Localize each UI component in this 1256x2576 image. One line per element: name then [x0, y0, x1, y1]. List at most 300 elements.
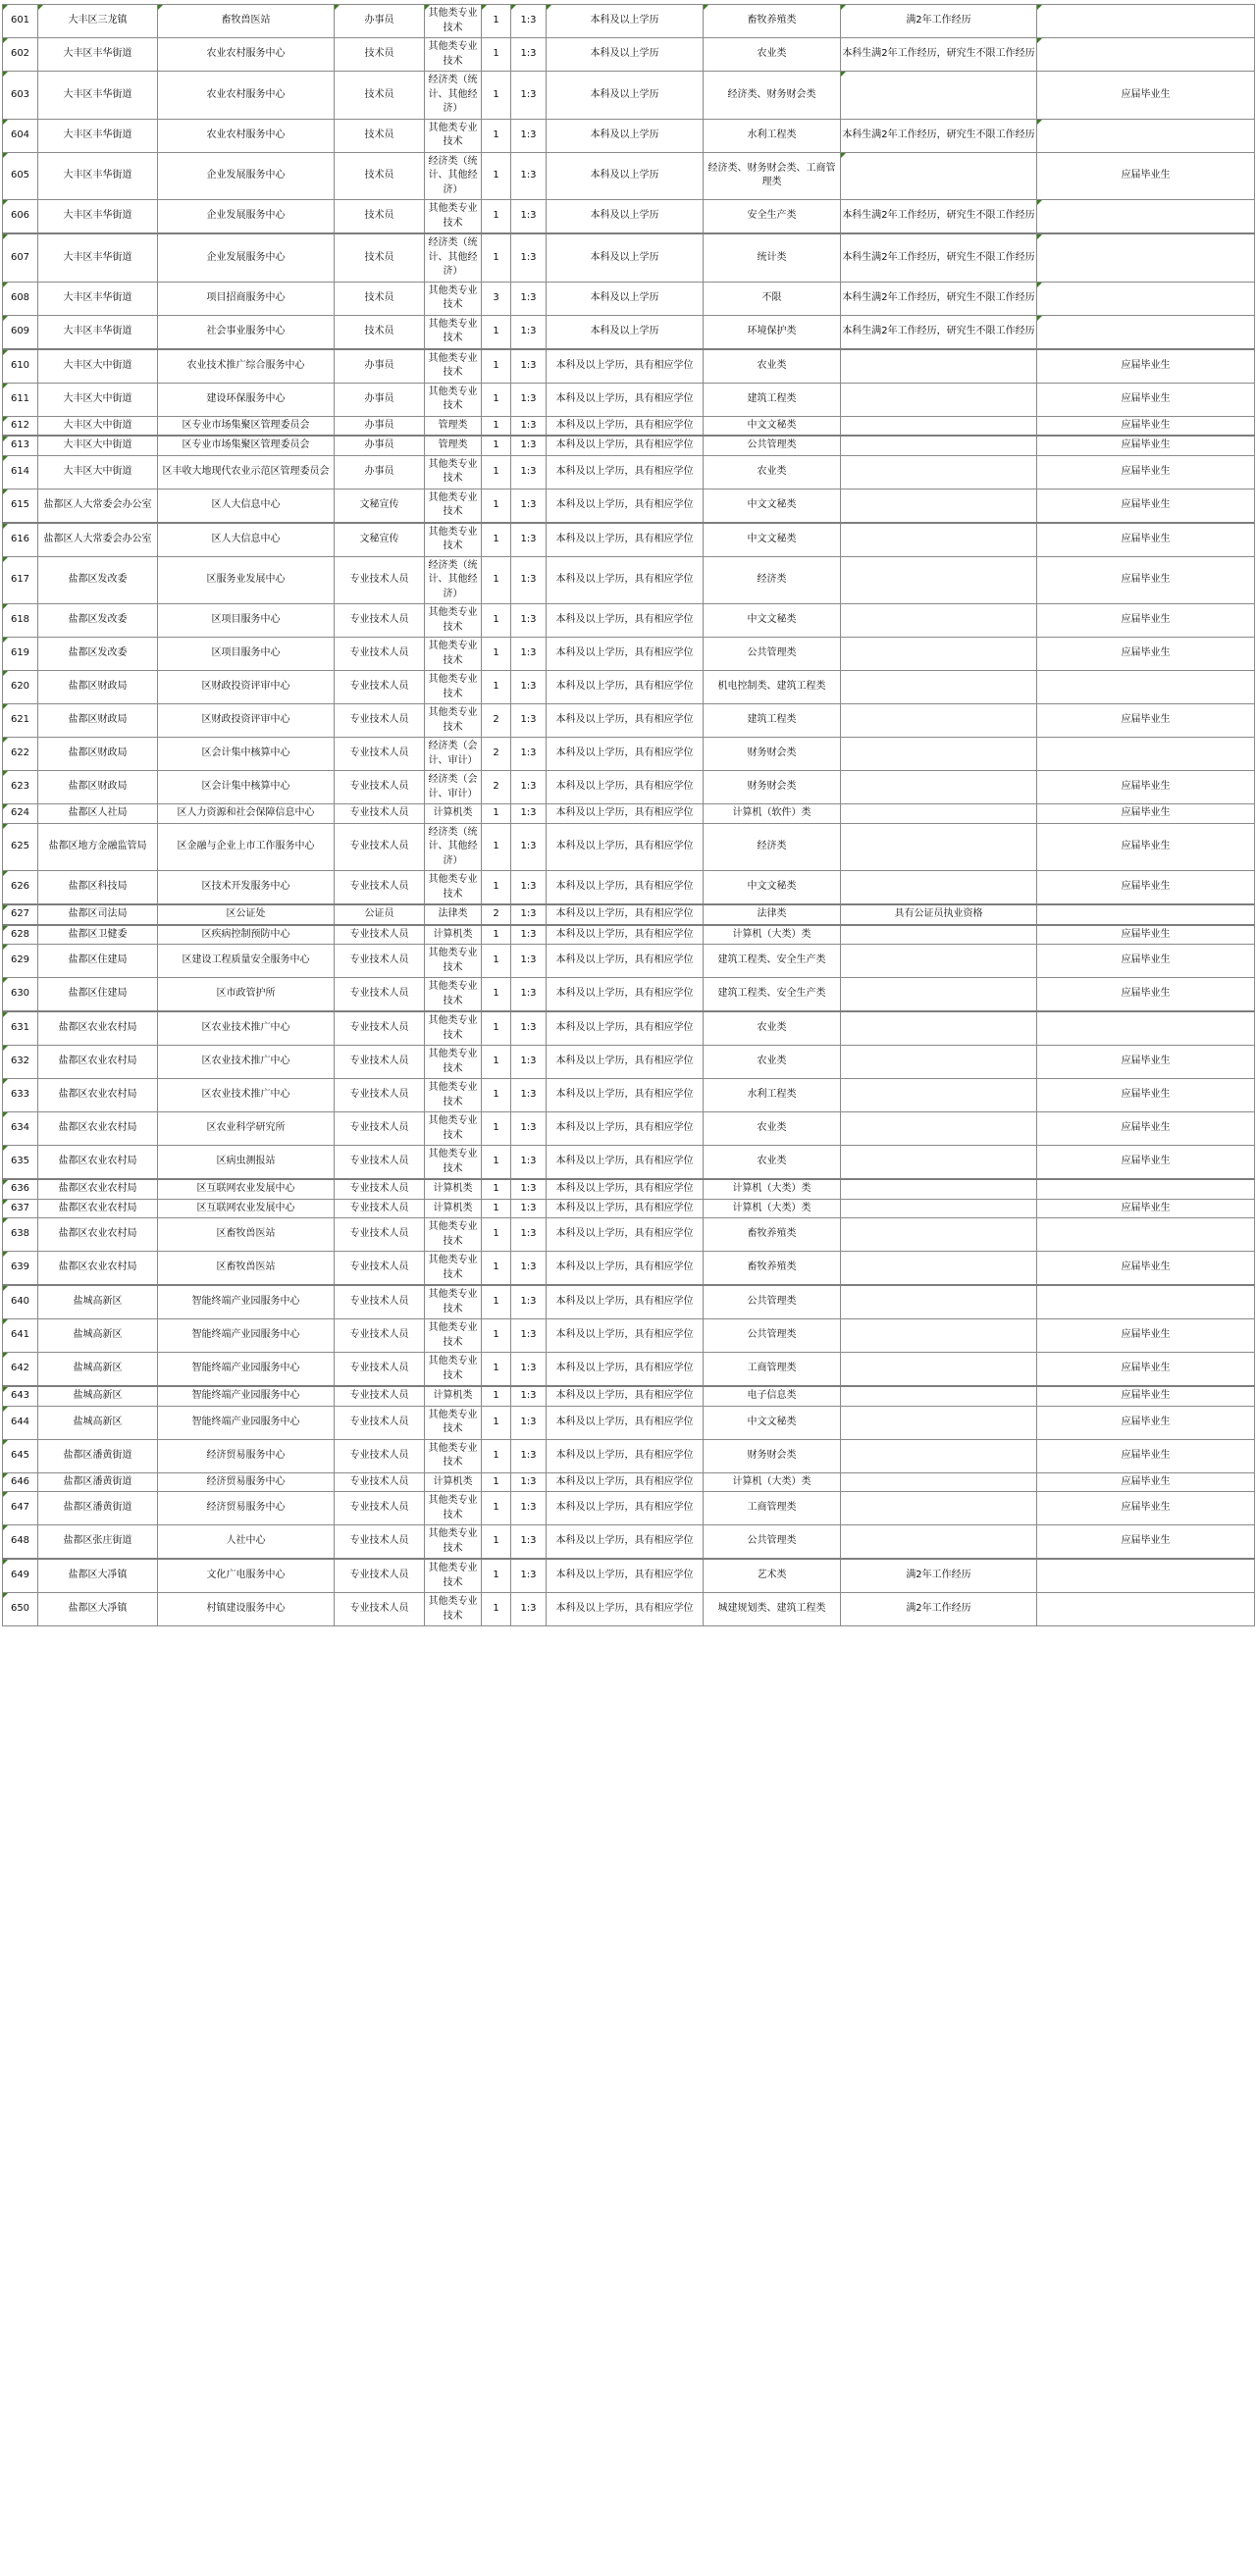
table-row[interactable] — [3, 1439, 1255, 1472]
cell-no[interactable]: 639 — [3, 1252, 38, 1286]
cell-other[interactable] — [841, 523, 1037, 557]
cell-ratio[interactable]: 1:3 — [511, 1593, 547, 1626]
cell-other[interactable] — [841, 1492, 1037, 1525]
cell-dept[interactable]: 盐都区司法局 — [38, 904, 158, 925]
cell-ratio[interactable]: 1:3 — [511, 1559, 547, 1593]
cell-no[interactable]: 608 — [3, 282, 38, 315]
cell-cnt[interactable]: 1 — [482, 1011, 511, 1046]
cell-major[interactable]: 中文文秘类 — [704, 604, 841, 638]
cell-other[interactable] — [841, 1011, 1037, 1046]
cell-remark[interactable] — [1037, 1218, 1255, 1252]
cell-dept[interactable]: 大丰区丰华街道 — [38, 119, 158, 152]
cell-remark[interactable] — [1037, 233, 1255, 282]
cell-ratio[interactable]: 1:3 — [511, 823, 547, 871]
cell-other[interactable] — [841, 738, 1037, 771]
cell-post[interactable]: 技术员 — [335, 282, 425, 315]
cell-other[interactable] — [841, 604, 1037, 638]
cell-cnt[interactable]: 3 — [482, 282, 511, 315]
cell-dept[interactable]: 大丰区丰华街道 — [38, 233, 158, 282]
table-row[interactable] — [3, 1179, 1255, 1199]
cell-other[interactable]: 本科生满2年工作经历，研究生不限工作经历 — [841, 233, 1037, 282]
cell-edu[interactable]: 本科及以上学历 — [547, 152, 704, 200]
cell-remark[interactable]: 应届毕业生 — [1037, 823, 1255, 871]
cell-other[interactable] — [841, 152, 1037, 200]
cell-cnt[interactable]: 1 — [482, 1319, 511, 1353]
cell-post[interactable]: 专业技术人员 — [335, 1179, 425, 1199]
cell-edu[interactable]: 本科及以上学历，具有相应学位 — [547, 349, 704, 384]
cell-unit[interactable]: 农业农村服务中心 — [158, 119, 335, 152]
cell-ratio[interactable]: 1:3 — [511, 523, 547, 557]
table-row[interactable] — [3, 1492, 1255, 1525]
cell-edu[interactable]: 本科及以上学历，具有相应学位 — [547, 436, 704, 455]
cell-remark[interactable]: 应届毕业生 — [1037, 804, 1255, 824]
cell-no[interactable]: 604 — [3, 119, 38, 152]
cell-cat[interactable]: 其他类专业技术 — [425, 315, 482, 349]
cell-ratio[interactable]: 1:3 — [511, 349, 547, 384]
cell-cnt[interactable]: 1 — [482, 1525, 511, 1560]
cell-other[interactable] — [841, 1179, 1037, 1199]
cell-other[interactable] — [841, 925, 1037, 945]
cell-post[interactable]: 专业技术人员 — [335, 604, 425, 638]
table-row[interactable] — [3, 1472, 1255, 1492]
cell-ratio[interactable]: 1:3 — [511, 925, 547, 945]
cell-remark[interactable]: 应届毕业生 — [1037, 1079, 1255, 1112]
cell-cnt[interactable]: 1 — [482, 1146, 511, 1180]
cell-cat[interactable]: 其他类专业技术 — [425, 1492, 482, 1525]
cell-other[interactable] — [841, 671, 1037, 704]
cell-dept[interactable]: 盐都区潘黄街道 — [38, 1492, 158, 1525]
cell-cnt[interactable]: 1 — [482, 1179, 511, 1199]
cell-edu[interactable]: 本科及以上学历，具有相应学位 — [547, 416, 704, 436]
cell-cnt[interactable]: 2 — [482, 771, 511, 804]
cell-unit[interactable]: 区农业技术推广中心 — [158, 1079, 335, 1112]
cell-major[interactable]: 畜牧养殖类 — [704, 5, 841, 38]
cell-unit[interactable]: 区农业技术推广中心 — [158, 1011, 335, 1046]
cell-edu[interactable]: 本科及以上学历，具有相应学位 — [547, 1199, 704, 1218]
cell-other[interactable] — [841, 436, 1037, 455]
cell-remark[interactable]: 应届毕业生 — [1037, 1472, 1255, 1492]
cell-ratio[interactable]: 1:3 — [511, 233, 547, 282]
cell-unit[interactable]: 人社中心 — [158, 1525, 335, 1560]
cell-unit[interactable]: 区畜牧兽医站 — [158, 1218, 335, 1252]
cell-other[interactable] — [841, 704, 1037, 738]
cell-post[interactable]: 专业技术人员 — [335, 671, 425, 704]
cell-major[interactable]: 法律类 — [704, 904, 841, 925]
cell-post[interactable]: 专业技术人员 — [335, 1199, 425, 1218]
cell-cnt[interactable]: 1 — [482, 1112, 511, 1146]
cell-major[interactable]: 计算机（大类）类 — [704, 1199, 841, 1218]
cell-remark[interactable]: 应届毕业生 — [1037, 1112, 1255, 1146]
cell-no[interactable]: 611 — [3, 383, 38, 416]
cell-other[interactable] — [841, 1285, 1037, 1319]
cell-post[interactable]: 技术员 — [335, 119, 425, 152]
cell-post[interactable]: 专业技术人员 — [335, 1593, 425, 1626]
cell-cat[interactable]: 其他类专业技术 — [425, 1218, 482, 1252]
cell-post[interactable]: 技术员 — [335, 152, 425, 200]
cell-unit[interactable]: 区人大信息中心 — [158, 489, 335, 523]
cell-cnt[interactable]: 1 — [482, 152, 511, 200]
cell-other[interactable]: 本科生满2年工作经历，研究生不限工作经历 — [841, 200, 1037, 234]
cell-remark[interactable]: 应届毕业生 — [1037, 72, 1255, 120]
cell-cnt[interactable]: 1 — [482, 1046, 511, 1079]
cell-ratio[interactable]: 1:3 — [511, 704, 547, 738]
cell-cat[interactable]: 计算机类 — [425, 1472, 482, 1492]
table-row[interactable] — [3, 978, 1255, 1012]
cell-edu[interactable]: 本科及以上学历，具有相应学位 — [547, 1559, 704, 1593]
cell-unit[interactable]: 区技术开发服务中心 — [158, 871, 335, 905]
cell-edu[interactable]: 本科及以上学历，具有相应学位 — [547, 523, 704, 557]
cell-cnt[interactable]: 1 — [482, 556, 511, 604]
cell-unit[interactable]: 区农业技术推广中心 — [158, 1046, 335, 1079]
cell-no[interactable]: 605 — [3, 152, 38, 200]
cell-no[interactable]: 603 — [3, 72, 38, 120]
cell-other[interactable]: 本科生满2年工作经历，研究生不限工作经历 — [841, 315, 1037, 349]
cell-other[interactable] — [841, 72, 1037, 120]
cell-edu[interactable]: 本科及以上学历 — [547, 38, 704, 72]
cell-ratio[interactable]: 1:3 — [511, 604, 547, 638]
cell-post[interactable]: 专业技术人员 — [335, 1559, 425, 1593]
cell-major[interactable]: 财务财会类 — [704, 738, 841, 771]
cell-remark[interactable]: 应届毕业生 — [1037, 871, 1255, 905]
cell-ratio[interactable]: 1:3 — [511, 1525, 547, 1560]
cell-ratio[interactable]: 1:3 — [511, 871, 547, 905]
cell-unit[interactable]: 智能终端产业园服务中心 — [158, 1353, 335, 1387]
table-row[interactable] — [3, 925, 1255, 945]
table-row[interactable] — [3, 1218, 1255, 1252]
cell-no[interactable]: 631 — [3, 1011, 38, 1046]
cell-unit[interactable]: 智能终端产业园服务中心 — [158, 1285, 335, 1319]
cell-dept[interactable]: 盐都区住建局 — [38, 945, 158, 978]
cell-unit[interactable]: 区人力资源和社会保障信息中心 — [158, 804, 335, 824]
cell-cat[interactable]: 其他类专业技术 — [425, 523, 482, 557]
cell-ratio[interactable]: 1:3 — [511, 1319, 547, 1353]
cell-no[interactable]: 610 — [3, 349, 38, 384]
cell-edu[interactable]: 本科及以上学历，具有相应学位 — [547, 1353, 704, 1387]
cell-unit[interactable]: 区财政投资评审中心 — [158, 704, 335, 738]
cell-post[interactable]: 专业技术人员 — [335, 638, 425, 671]
cell-dept[interactable]: 盐都区农业农村局 — [38, 1112, 158, 1146]
cell-cat[interactable]: 其他类专业技术 — [425, 383, 482, 416]
cell-edu[interactable]: 本科及以上学历 — [547, 315, 704, 349]
cell-other[interactable] — [841, 1199, 1037, 1218]
cell-dept[interactable]: 盐都区潘黄街道 — [38, 1472, 158, 1492]
cell-dept[interactable]: 盐都区农业农村局 — [38, 1011, 158, 1046]
cell-unit[interactable]: 区项目服务中心 — [158, 638, 335, 671]
cell-major[interactable]: 统计类 — [704, 233, 841, 282]
cell-post[interactable]: 技术员 — [335, 200, 425, 234]
cell-cnt[interactable]: 1 — [482, 804, 511, 824]
cell-ratio[interactable]: 1:3 — [511, 1406, 547, 1439]
cell-cat[interactable]: 其他类专业技术 — [425, 1046, 482, 1079]
cell-other[interactable]: 满2年工作经历 — [841, 1593, 1037, 1626]
cell-dept[interactable]: 大丰区丰华街道 — [38, 315, 158, 349]
cell-dept[interactable]: 盐都区人社局 — [38, 804, 158, 824]
cell-major[interactable]: 计算机（软件）类 — [704, 804, 841, 824]
cell-major[interactable]: 城建规划类、建筑工程类 — [704, 1593, 841, 1626]
cell-dept[interactable]: 大丰区丰华街道 — [38, 152, 158, 200]
cell-no[interactable]: 633 — [3, 1079, 38, 1112]
cell-unit[interactable]: 区疾病控制预防中心 — [158, 925, 335, 945]
table-row[interactable] — [3, 1112, 1255, 1146]
cell-post[interactable]: 技术员 — [335, 38, 425, 72]
table-row[interactable] — [3, 1046, 1255, 1079]
table-row[interactable] — [3, 704, 1255, 738]
cell-cnt[interactable]: 1 — [482, 315, 511, 349]
cell-remark[interactable] — [1037, 315, 1255, 349]
cell-cat[interactable]: 其他类专业技术 — [425, 282, 482, 315]
table-row[interactable] — [3, 823, 1255, 871]
cell-unit[interactable]: 农业技术推广综合服务中心 — [158, 349, 335, 384]
cell-dept[interactable]: 盐都区科技局 — [38, 871, 158, 905]
cell-remark[interactable]: 应届毕业生 — [1037, 1252, 1255, 1286]
cell-no[interactable]: 627 — [3, 904, 38, 925]
cell-cat[interactable]: 其他类专业技术 — [425, 349, 482, 384]
cell-no[interactable]: 643 — [3, 1386, 38, 1406]
cell-major[interactable]: 不限 — [704, 282, 841, 315]
cell-post[interactable]: 技术员 — [335, 315, 425, 349]
cell-dept[interactable]: 盐都区人大常委会办公室 — [38, 523, 158, 557]
cell-edu[interactable]: 本科及以上学历，具有相应学位 — [547, 638, 704, 671]
cell-major[interactable]: 中文文秘类 — [704, 489, 841, 523]
cell-other[interactable] — [841, 383, 1037, 416]
cell-post[interactable]: 专业技术人员 — [335, 1112, 425, 1146]
cell-remark[interactable] — [1037, 38, 1255, 72]
cell-dept[interactable]: 盐都区农业农村局 — [38, 1179, 158, 1199]
cell-cat[interactable]: 其他类专业技术 — [425, 38, 482, 72]
cell-unit[interactable]: 建设环保服务中心 — [158, 383, 335, 416]
cell-cnt[interactable]: 1 — [482, 1199, 511, 1218]
cell-cat[interactable]: 其他类专业技术 — [425, 1439, 482, 1472]
cell-other[interactable]: 具有公证员执业资格 — [841, 904, 1037, 925]
cell-major[interactable]: 农业类 — [704, 1112, 841, 1146]
cell-dept[interactable]: 大丰区丰华街道 — [38, 282, 158, 315]
cell-unit[interactable]: 企业发展服务中心 — [158, 152, 335, 200]
cell-no[interactable]: 626 — [3, 871, 38, 905]
cell-edu[interactable]: 本科及以上学历，具有相应学位 — [547, 804, 704, 824]
cell-major[interactable]: 农业类 — [704, 349, 841, 384]
cell-cat[interactable]: 经济类（统计、其他经济） — [425, 233, 482, 282]
cell-unit[interactable]: 社会事业服务中心 — [158, 315, 335, 349]
table-row[interactable] — [3, 1011, 1255, 1046]
cell-cat[interactable]: 其他类专业技术 — [425, 1285, 482, 1319]
cell-edu[interactable]: 本科及以上学历，具有相应学位 — [547, 671, 704, 704]
cell-remark[interactable]: 应届毕业生 — [1037, 416, 1255, 436]
cell-major[interactable]: 工商管理类 — [704, 1492, 841, 1525]
table-row[interactable] — [3, 436, 1255, 455]
cell-edu[interactable]: 本科及以上学历，具有相应学位 — [547, 1079, 704, 1112]
cell-no[interactable]: 649 — [3, 1559, 38, 1593]
cell-edu[interactable]: 本科及以上学历，具有相应学位 — [547, 1319, 704, 1353]
cell-remark[interactable]: 应届毕业生 — [1037, 704, 1255, 738]
cell-cnt[interactable]: 1 — [482, 671, 511, 704]
cell-cnt[interactable]: 1 — [482, 383, 511, 416]
cell-edu[interactable]: 本科及以上学历，具有相应学位 — [547, 978, 704, 1012]
cell-cat[interactable]: 计算机类 — [425, 1199, 482, 1218]
cell-unit[interactable]: 经济贸易服务中心 — [158, 1492, 335, 1525]
cell-remark[interactable]: 应届毕业生 — [1037, 1439, 1255, 1472]
cell-cat[interactable]: 其他类专业技术 — [425, 1252, 482, 1286]
cell-major[interactable]: 艺术类 — [704, 1559, 841, 1593]
cell-no[interactable]: 617 — [3, 556, 38, 604]
cell-major[interactable]: 农业类 — [704, 455, 841, 489]
cell-remark[interactable]: 应届毕业生 — [1037, 1386, 1255, 1406]
cell-remark[interactable]: 应届毕业生 — [1037, 152, 1255, 200]
cell-other[interactable] — [841, 416, 1037, 436]
table-row[interactable] — [3, 1593, 1255, 1626]
cell-dept[interactable]: 盐都区农业农村局 — [38, 1079, 158, 1112]
cell-cat[interactable]: 其他类专业技术 — [425, 1559, 482, 1593]
cell-cnt[interactable]: 1 — [482, 604, 511, 638]
cell-ratio[interactable]: 1:3 — [511, 436, 547, 455]
cell-major[interactable]: 中文文秘类 — [704, 416, 841, 436]
cell-other[interactable] — [841, 978, 1037, 1012]
cell-post[interactable]: 办事员 — [335, 416, 425, 436]
cell-cat[interactable]: 计算机类 — [425, 1179, 482, 1199]
cell-other[interactable] — [841, 1079, 1037, 1112]
cell-dept[interactable]: 盐都区潘黄街道 — [38, 1439, 158, 1472]
table-row[interactable] — [3, 152, 1255, 200]
cell-no[interactable]: 641 — [3, 1319, 38, 1353]
cell-cnt[interactable]: 1 — [482, 436, 511, 455]
cell-post[interactable]: 专业技术人员 — [335, 1285, 425, 1319]
cell-remark[interactable] — [1037, 200, 1255, 234]
cell-no[interactable]: 606 — [3, 200, 38, 234]
cell-dept[interactable]: 盐都区财政局 — [38, 738, 158, 771]
table-row[interactable] — [3, 349, 1255, 384]
cell-remark[interactable]: 应届毕业生 — [1037, 638, 1255, 671]
cell-other[interactable] — [841, 1218, 1037, 1252]
cell-post[interactable]: 专业技术人员 — [335, 871, 425, 905]
cell-post[interactable]: 专业技术人员 — [335, 1406, 425, 1439]
cell-no[interactable]: 619 — [3, 638, 38, 671]
cell-cat[interactable]: 其他类专业技术 — [425, 1112, 482, 1146]
cell-edu[interactable]: 本科及以上学历，具有相应学位 — [547, 383, 704, 416]
cell-major[interactable]: 农业类 — [704, 38, 841, 72]
cell-unit[interactable]: 经济贸易服务中心 — [158, 1439, 335, 1472]
cell-no[interactable]: 613 — [3, 436, 38, 455]
cell-remark[interactable] — [1037, 671, 1255, 704]
cell-major[interactable]: 经济类、财务财会类、工商管理类 — [704, 152, 841, 200]
cell-ratio[interactable]: 1:3 — [511, 1046, 547, 1079]
cell-remark[interactable]: 应届毕业生 — [1037, 771, 1255, 804]
cell-no[interactable]: 615 — [3, 489, 38, 523]
table-row[interactable] — [3, 1146, 1255, 1180]
cell-unit[interactable]: 项目招商服务中心 — [158, 282, 335, 315]
cell-remark[interactable] — [1037, 1593, 1255, 1626]
cell-remark[interactable]: 应届毕业生 — [1037, 436, 1255, 455]
cell-post[interactable]: 专业技术人员 — [335, 978, 425, 1012]
cell-major[interactable]: 计算机（大类）类 — [704, 925, 841, 945]
cell-other[interactable] — [841, 1252, 1037, 1286]
cell-remark[interactable]: 应届毕业生 — [1037, 1319, 1255, 1353]
cell-unit[interactable]: 农业农村服务中心 — [158, 38, 335, 72]
cell-cat[interactable]: 其他类专业技术 — [425, 978, 482, 1012]
cell-major[interactable]: 工商管理类 — [704, 1353, 841, 1387]
cell-cat[interactable]: 其他类专业技术 — [425, 455, 482, 489]
cell-major[interactable]: 机电控制类、建筑工程类 — [704, 671, 841, 704]
cell-no[interactable]: 640 — [3, 1285, 38, 1319]
cell-dept[interactable]: 盐都区大凈镇 — [38, 1559, 158, 1593]
cell-no[interactable]: 650 — [3, 1593, 38, 1626]
cell-edu[interactable]: 本科及以上学历，具有相应学位 — [547, 1285, 704, 1319]
cell-edu[interactable]: 本科及以上学历，具有相应学位 — [547, 556, 704, 604]
cell-edu[interactable]: 本科及以上学历 — [547, 233, 704, 282]
cell-unit[interactable]: 企业发展服务中心 — [158, 233, 335, 282]
cell-cnt[interactable]: 1 — [482, 1406, 511, 1439]
cell-edu[interactable]: 本科及以上学历，具有相应学位 — [547, 1406, 704, 1439]
cell-edu[interactable]: 本科及以上学历，具有相应学位 — [547, 945, 704, 978]
cell-unit[interactable]: 农业农村服务中心 — [158, 72, 335, 120]
cell-cnt[interactable]: 1 — [482, 1593, 511, 1626]
cell-no[interactable]: 638 — [3, 1218, 38, 1252]
cell-other[interactable] — [841, 945, 1037, 978]
cell-no[interactable]: 621 — [3, 704, 38, 738]
cell-cat[interactable]: 其他类专业技术 — [425, 200, 482, 234]
cell-other[interactable] — [841, 1406, 1037, 1439]
cell-cnt[interactable]: 1 — [482, 925, 511, 945]
cell-other[interactable] — [841, 455, 1037, 489]
cell-other[interactable] — [841, 1046, 1037, 1079]
cell-ratio[interactable]: 1:3 — [511, 315, 547, 349]
cell-cat[interactable]: 管理类 — [425, 416, 482, 436]
cell-major[interactable]: 安全生产类 — [704, 200, 841, 234]
cell-ratio[interactable]: 1:3 — [511, 804, 547, 824]
cell-ratio[interactable]: 1:3 — [511, 1218, 547, 1252]
cell-no[interactable]: 629 — [3, 945, 38, 978]
table-row[interactable] — [3, 1386, 1255, 1406]
cell-post[interactable]: 专业技术人员 — [335, 804, 425, 824]
cell-post[interactable]: 专业技术人员 — [335, 1011, 425, 1046]
cell-unit[interactable]: 区专业市场集聚区管理委员会 — [158, 416, 335, 436]
cell-cnt[interactable]: 1 — [482, 38, 511, 72]
cell-dept[interactable]: 大丰区大中街道 — [38, 383, 158, 416]
cell-other[interactable] — [841, 871, 1037, 905]
cell-cnt[interactable]: 1 — [482, 1386, 511, 1406]
cell-no[interactable]: 620 — [3, 671, 38, 704]
cell-no[interactable]: 612 — [3, 416, 38, 436]
cell-no[interactable]: 624 — [3, 804, 38, 824]
cell-dept[interactable]: 盐都区人大常委会办公室 — [38, 489, 158, 523]
cell-major[interactable]: 环境保护类 — [704, 315, 841, 349]
cell-no[interactable]: 607 — [3, 233, 38, 282]
cell-post[interactable]: 专业技术人员 — [335, 1252, 425, 1286]
cell-post[interactable]: 文秘宣传 — [335, 523, 425, 557]
cell-unit[interactable]: 区丰收大地现代农业示范区管理委员会 — [158, 455, 335, 489]
cell-unit[interactable]: 区畜牧兽医站 — [158, 1252, 335, 1286]
cell-ratio[interactable]: 1:3 — [511, 1252, 547, 1286]
cell-cat[interactable]: 管理类 — [425, 436, 482, 455]
cell-edu[interactable]: 本科及以上学历，具有相应学位 — [547, 1525, 704, 1560]
cell-dept[interactable]: 大丰区大中街道 — [38, 436, 158, 455]
cell-major[interactable]: 中文文秘类 — [704, 1406, 841, 1439]
cell-unit[interactable]: 区市政管护所 — [158, 978, 335, 1012]
cell-cnt[interactable]: 1 — [482, 1472, 511, 1492]
cell-no[interactable]: 644 — [3, 1406, 38, 1439]
cell-post[interactable]: 专业技术人员 — [335, 945, 425, 978]
cell-cat[interactable]: 经济类（会计、审计） — [425, 771, 482, 804]
cell-cnt[interactable]: 1 — [482, 945, 511, 978]
cell-edu[interactable]: 本科及以上学历，具有相应学位 — [547, 871, 704, 905]
cell-cat[interactable]: 其他类专业技术 — [425, 1146, 482, 1180]
cell-dept[interactable]: 大丰区大中街道 — [38, 416, 158, 436]
cell-dept[interactable]: 盐都区农业农村局 — [38, 1252, 158, 1286]
cell-other[interactable] — [841, 804, 1037, 824]
cell-cat[interactable]: 其他类专业技术 — [425, 119, 482, 152]
cell-cat[interactable]: 其他类专业技术 — [425, 671, 482, 704]
cell-major[interactable]: 中文文秘类 — [704, 871, 841, 905]
cell-cat[interactable]: 其他类专业技术 — [425, 638, 482, 671]
cell-dept[interactable]: 盐都区农业农村局 — [38, 1218, 158, 1252]
